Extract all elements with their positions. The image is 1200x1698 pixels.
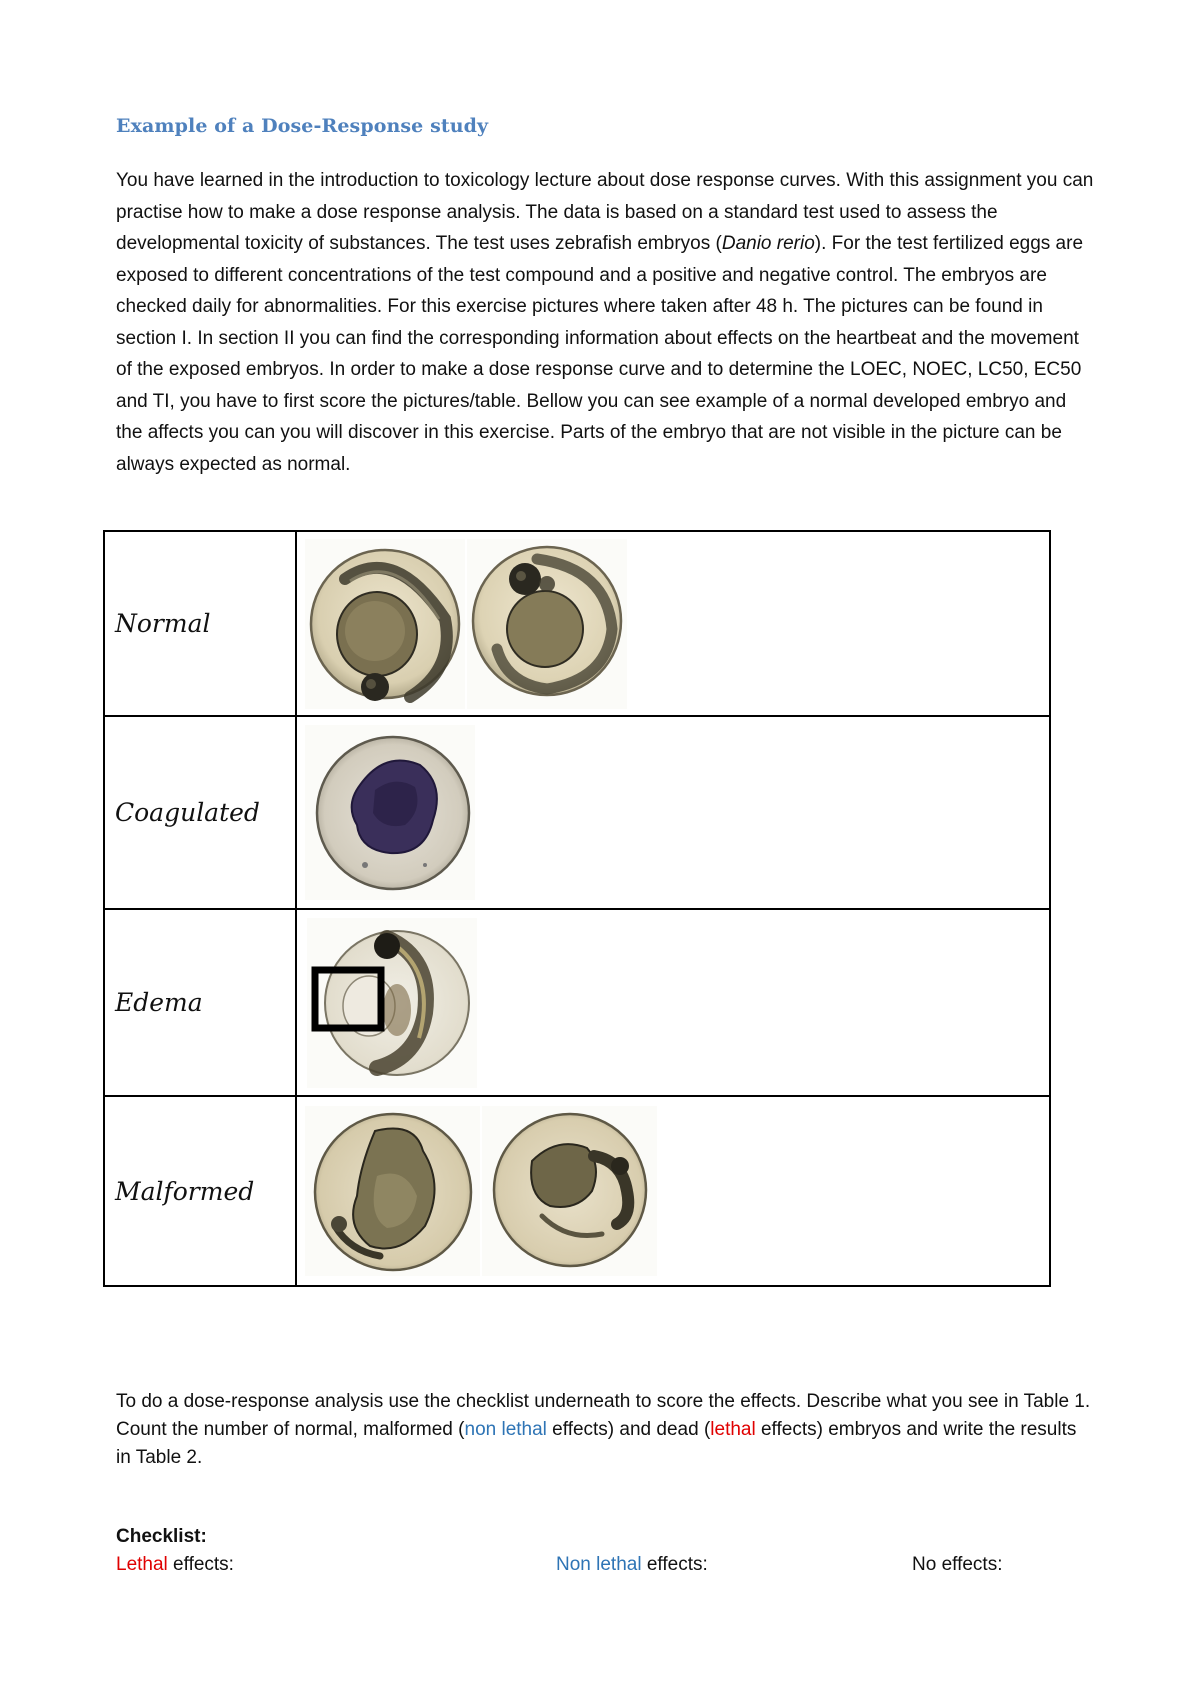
edema-embryo-image <box>307 918 477 1088</box>
instructions-paragraph <box>116 1388 1096 1472</box>
coagulated-embryo-image <box>305 725 475 900</box>
row-label-edema: Edema <box>104 909 296 1096</box>
normal-embryo-image-1 <box>305 539 465 709</box>
malformed-images-cell <box>296 1096 1050 1286</box>
edema-images-cell <box>296 909 1050 1096</box>
table-row-malformed <box>104 1096 1050 1286</box>
normal-embryo-image-2 <box>467 539 627 709</box>
instructions-text-part3: effects) embryos and write the results in Table 2. <box>116 1419 1077 1468</box>
checklist-title: Checklist: <box>116 1526 207 1547</box>
instructions-text-part1: To do a dose-response analysis use the checklist underneath to score the effects. Describe what you see in Table 1. Count the number of normal, malformed ( <box>116 1391 1091 1440</box>
checklist-no-effects: No effects: <box>912 1554 1003 1575</box>
intro-text-part1: You have learned in the introduction to toxicology lecture about dose response curves. With this assignment you can practise how to make a dose response analysis. The data is based on a standard test used to assess the developmental toxicity of substances. The test uses zebrafish embryos ( <box>116 170 1094 254</box>
checklist-lethal-effects <box>116 1554 234 1576</box>
intro-text-part2: ). For the test fertilized eggs are exposed to different concentrations of the test compound and a positive and negative control. The embryos are checked daily for abnormalities. For this exercise pictures where taken after 48 h. The pictures can be found in section I. In section II you can find the corresponding information about effects on the heartbeat and the movement of the exposed embryos. In order to make a dose response curve and to determine the LOEC, NOEC, LC50, EC50 and TI, you have to first score the pictures/table. Bellow you can see example of a normal developed embryo and the affects you can you will discover in this exercise. Parts of the embryo that are not visible in the picture can be always expected as normal. <box>116 233 1084 475</box>
intro-paragraph <box>116 165 1096 480</box>
non-lethal-term: non lethal <box>464 1419 547 1440</box>
malformed-embryo-image-1 <box>305 1106 480 1276</box>
lethal-term: lethal <box>710 1419 756 1440</box>
table-row-coagulated <box>104 716 1050 909</box>
checklist-non-lethal-effects <box>556 1554 708 1576</box>
malformed-embryo-image-2 <box>482 1106 657 1276</box>
effects-table <box>103 530 1051 1287</box>
table-row-edema <box>104 909 1050 1096</box>
checklist-non-lethal-rest: effects: <box>641 1554 708 1575</box>
row-label-coagulated: Coagulated <box>104 716 296 909</box>
table-row-normal <box>104 531 1050 716</box>
row-label-normal: Normal <box>104 531 296 716</box>
row-label-malformed: Malformed <box>104 1096 296 1286</box>
checklist-lethal-rest: effects: <box>167 1554 234 1575</box>
coagulated-images-cell <box>296 716 1050 909</box>
document-heading: Example of a Dose-Response study <box>116 115 489 137</box>
instructions-text-part2: effects) and dead ( <box>546 1419 711 1440</box>
checklist-non-lethal-word: Non lethal <box>556 1554 642 1575</box>
normal-images-cell <box>296 531 1050 716</box>
checklist-lethal-word: Lethal <box>116 1554 168 1575</box>
species-name: Danio rerio <box>721 233 815 254</box>
